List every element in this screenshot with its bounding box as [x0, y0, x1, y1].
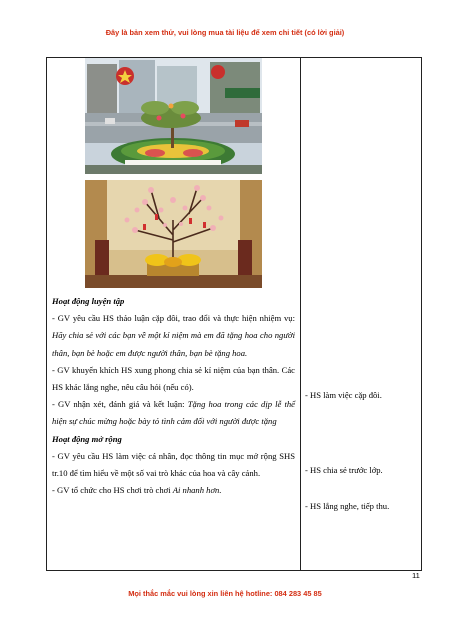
- teacher-paragraph-5: - GV tổ chức cho HS chơi trò chơi Ai nhanh hơn.: [52, 485, 222, 496]
- teacher-paragraph-2: - GV khuyến khích HS xung phong chia sẻ kỉ niệm của bạn thân. Các HS khác lắng nghe, nêu câu hỏi (nếu có).: [52, 364, 295, 393]
- teacher-paragraph-3: - GV nhận xét, đánh giá và kết luận: Tặng hoa trong các dịp lễ thể hiện sự chúc mừng hoặc bày tỏ tình cảm đối với người được tặng: [52, 399, 295, 427]
- blossom-tree-photo: [85, 180, 262, 288]
- section-title-extension: Hoạt động mở rộng: [52, 433, 122, 444]
- teacher-paragraph-4: - GV yêu cầu HS làm việc cá nhân, đọc thông tin mục mở rộng SHS tr.10 để tìm hiểu về một số vai trò khác của hoa và cây cảnh.: [52, 450, 295, 479]
- hotline-banner: Mọi thắc mắc vui lòng xin liên hệ hotline: 084 283 45 85: [128, 589, 322, 598]
- lesson-table: [46, 57, 422, 571]
- student-activity-3: - HS lắng nghe, tiếp thu.: [305, 501, 390, 511]
- column-divider: [300, 58, 301, 570]
- student-activity-2: - HS chia sẻ trước lớp.: [305, 465, 383, 475]
- teacher-activities: [52, 293, 295, 499]
- student-activity-1: - HS làm việc cặp đôi.: [305, 390, 382, 400]
- preview-banner: Đây là bản xem thử, vui lòng mua tài liệu để xem chi tiết (có lời giải): [105, 28, 345, 37]
- page-number: 11: [412, 571, 420, 580]
- section-title-practice: Hoạt động luyện tập: [52, 296, 125, 306]
- teacher-paragraph-1: - GV yêu cầu HS thảo luận cặp đôi, trao đổi và thực hiện nhiệm vụ: Hãy chia sẻ với các bạn về một kỉ niệm mà em đã tặng hoa cho người thân, bạn bè hoặc em được người thân, bạn bè tặng hoa.: [52, 313, 295, 358]
- street-flower-photo: [85, 58, 262, 174]
